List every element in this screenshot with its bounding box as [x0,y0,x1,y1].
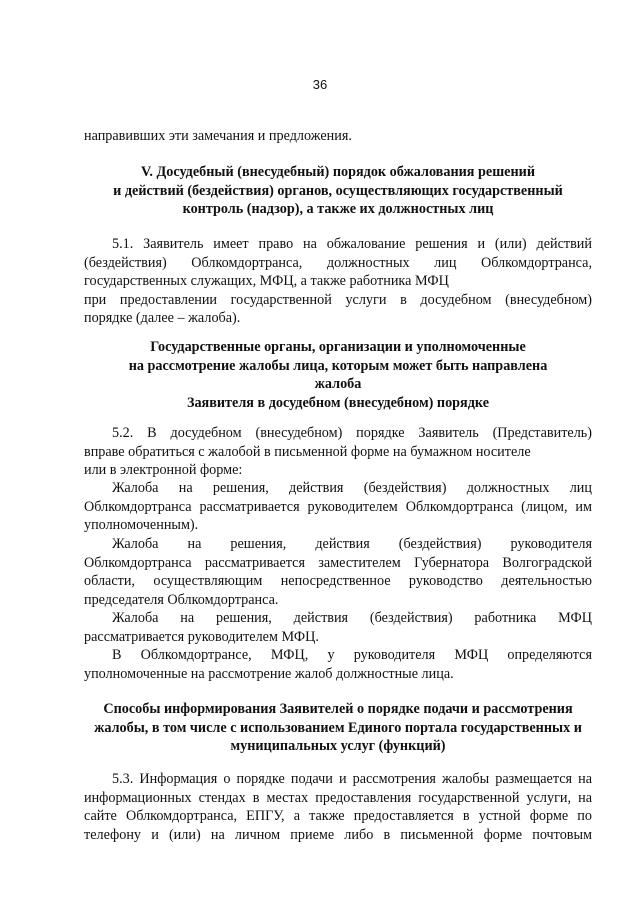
heading-line: муниципальных услуг (функций) [230,738,446,754]
text-line: Облкомдортранса рассматривается заместителем Губернатора Волгоградской [84,554,592,571]
text-line: при предоставлении государственной услуги в досудебном (внесудебном) [84,291,592,308]
text-line: уполномоченные на рассмотрение жалоб должностные лица. [84,665,454,682]
heading-line: жалоба [314,376,362,392]
text-line: 5.2. В досудебном (внесудебном) порядке Заявитель (Представитель) [112,425,592,441]
text-line: уполномоченным). [84,517,199,533]
text-line: 5.1. Заявитель имеет право на обжалование решения и (или) действий [112,236,592,252]
text-line: сайте Облкомдортранса, ЕПГУ, а также предоставляется в устной форме по [84,808,592,824]
paragraph-5-3 [84,770,592,844]
text-line: рассматривается руководителем МФЦ. [84,628,319,645]
section-v-heading [84,163,592,219]
informing-heading [84,700,592,756]
text-line: 5.3. Информация о порядке подачи и рассмотрения жалобы размещается на [112,771,592,787]
heading-line: Способы информирования Заявителей о порядке подачи и рассмотрения [103,701,573,717]
heading-line: жалобы, в том числе с использованием Единого портала государственных и [94,719,582,736]
intro-paragraph [84,127,592,146]
text-line: Облкомдортранса рассматривается руководителем Облкомдортранса (лицом, им [84,498,592,515]
paragraph-5-2-head [84,535,592,609]
heading-line: V. Досудебный (внесудебный) порядок обжалования решений [141,164,535,180]
paragraph-5-2-mfc-worker [84,609,592,646]
heading-line: контроль (надзор), а также их должностных лиц [182,201,494,217]
text-line: председателя Облкомдортранса. [84,591,279,608]
text-line: или в электронной форме: [84,462,243,478]
text-line: В Облкомдортрансе, МФЦ, у руководителя МФЦ определяются [112,647,592,663]
heading-line: Государственные органы, организации и уполномоченные [150,339,526,355]
text-line: вправе обратиться с жалобой в письменной форме на бумажном носителе [84,443,531,460]
heading-line: и действий (бездействия) органов, осуществляющих государственный [113,182,563,199]
page-number: 36 [312,77,328,92]
text-line: Жалоба на решения, действия (бездействия) работника МФЦ [112,610,592,626]
text-line: Жалоба на решения, действия (бездействия) руководителя [112,536,592,552]
heading-line: Заявителя в досудебном (внесудебном) порядке [186,394,490,411]
text-line: государственных служащих, МФЦ, а также работника МФЦ [84,273,449,289]
text-line: направивших эти замечания и предложения. [84,128,352,144]
text-line: (бездействия) Облкомдортранса, должностных лиц Облкомдортранса, [84,254,592,271]
heading-line: на рассмотрение жалобы лица, которым может быть направлена [128,357,548,374]
text-line: телефону и (или) на личном приеме либо в письменной форме почтовым [84,826,592,843]
text-line: области, осуществляющим непосредственное руководство деятельностью [84,573,592,589]
organs-heading [84,338,592,412]
text-line: Жалоба на решения, действия (бездействия) должностных лиц [112,480,592,496]
paragraph-5-1 [84,235,592,328]
paragraph-5-2-officials [84,479,592,535]
paragraph-5-2 [84,424,592,480]
paragraph-5-2-authorized [84,646,592,683]
text-line: информационных стендах в местах предоставления государственной услуги, на [84,789,592,806]
text-line: порядке (далее – жалоба). [84,310,241,326]
